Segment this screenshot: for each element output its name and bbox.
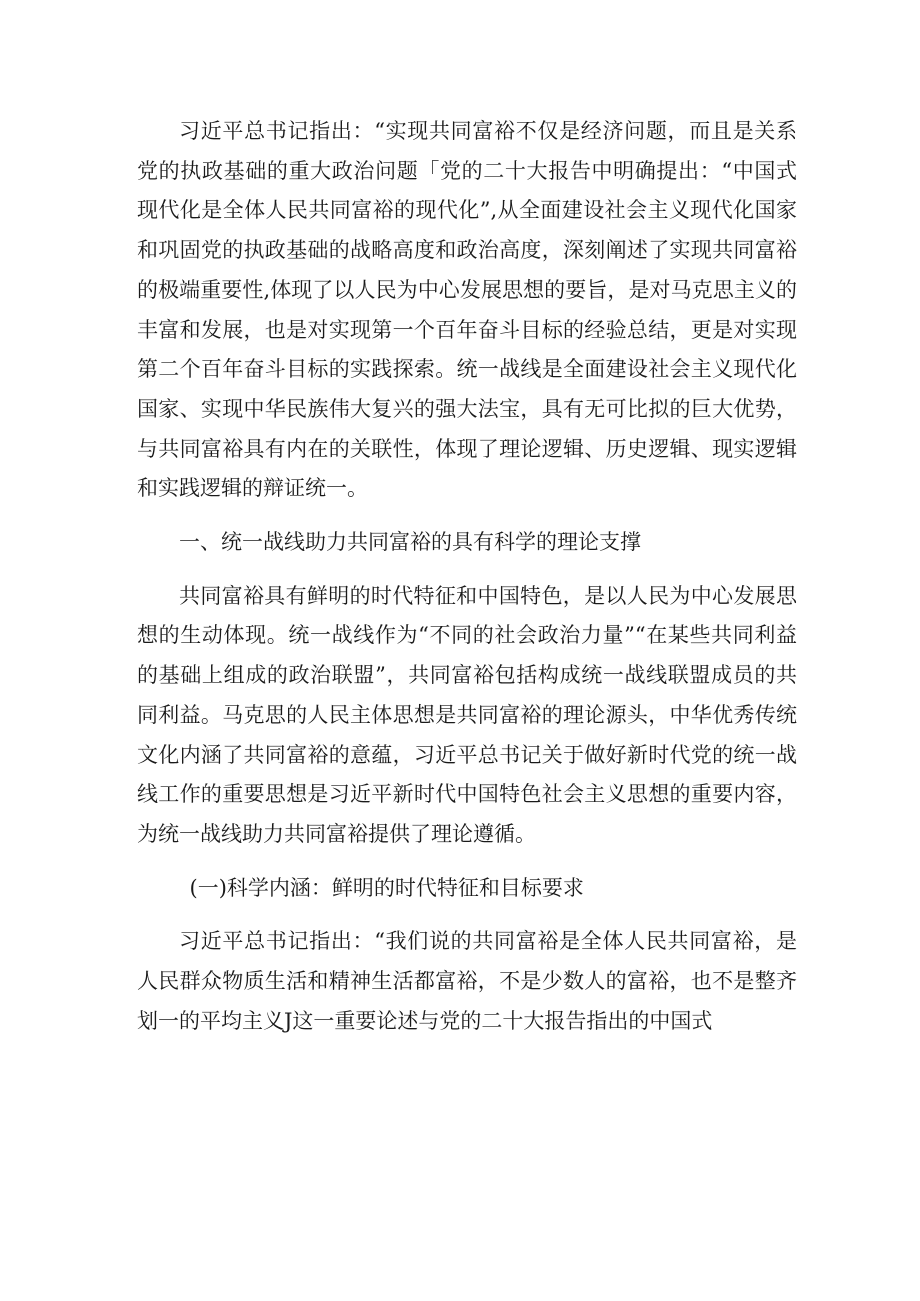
document-body <box>137 112 797 1055</box>
section-1-paragraph: 共同富裕具有鲜明的时代特征和中国特色，是以人民为中心发展思想的生动体现。统一战线作为“不同的社会政治力量”“在某些共同利益的基础上组成的政治联盟”，共同富裕包括构成统一战线联盟成员的共同利益。马克思的人民主体思想是共同富裕的理论源头，中华优秀传统文化内涵了共同富裕的意蕴，习近平总书记关于做好新时代党的统一战线工作的重要思想是习近平新时代中国特色社会主义思想的重要内容，为统一战线助力共同富裕提供了理论遵循。 <box>137 583 797 846</box>
intro-paragraph: 习近平总书记指出：“实现共同富裕不仅是经济问题，而且是关系党的执政基础的重大政治问题「党的二十大报告中明确提出：“中国式现代化是全体人民共同富裕的现代化”,从全面建设社会主义现代化国家和巩固党的执政基础的战略高度和政治高度，深刻阐述了实现共同富裕的极端重要性,体现了以人民为中心发展思想的要旨，是对马克思主义的丰富和发展，也是对实现第一个百年奋斗目标的经验总结，更是对实现第二个百年奋斗目标的实践探索。统一战线是全面建设社会主义现代化国家、实现中华民族伟大复兴的强大法宝，具有无可比拟的巨大优势，与共同富裕具有内在的关联性，体现了理论逻辑、历史逻辑、现实逻辑和实践逻辑的辩证统一。 <box>137 119 797 501</box>
section-heading-1: 一、统一战线助力共同富裕的具有科学的理论支撑 <box>179 530 641 555</box>
subsection-heading-1: (一)科学内涵：鲜明的时代特征和目标要求 <box>189 875 584 900</box>
subsection-1-paragraph: 习近平总书记指出：“我们说的共同富裕是全体人民共同富裕，是人民群众物质生活和精神生活都富裕，不是少数人的富裕，也不是整齐划一的平均主义J这一重要论述与党的二十大报告指出的中国式 <box>137 929 797 1033</box>
